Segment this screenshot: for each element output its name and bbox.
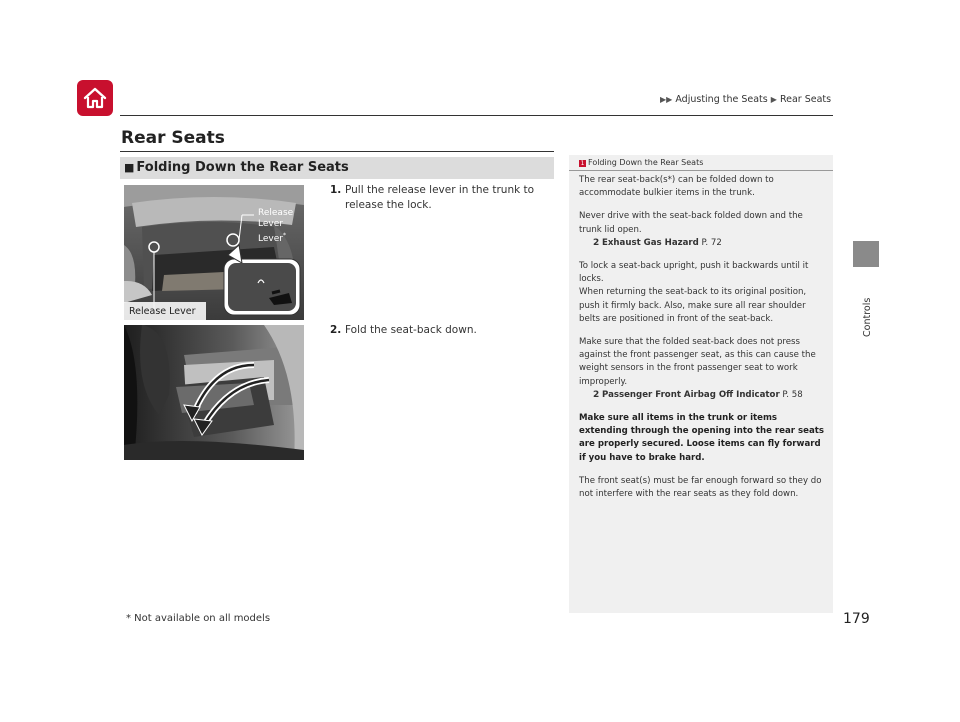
release-lever-callout-left: Release Lever xyxy=(129,306,196,317)
step-number: 1. xyxy=(330,184,342,196)
step-number: 2. xyxy=(330,324,342,336)
chapter-tab-label: Controls xyxy=(862,297,873,337)
note-icon: 1 xyxy=(580,160,585,167)
note-paragraph: The rear seat-back(s*) can be folded down to accommodate bulkier items in the trunk. xyxy=(579,175,774,199)
section-heading: ■ Folding Down the Rear Seats xyxy=(124,160,349,175)
note-paragraph: To lock a seat-back upright, push it backwards until it locks. When returning the seat-back to its original position, push it firmly back. Also, make sure all rear shoulder belts are positioned in front of the seat-back. xyxy=(579,261,809,324)
square-bullet-icon: ■ xyxy=(124,161,135,174)
header-divider xyxy=(120,115,833,116)
trunk-photo xyxy=(124,185,304,320)
notes-title: 1 Folding Down the Rear Seats xyxy=(580,158,704,167)
notes-body xyxy=(579,174,827,511)
breadcrumb xyxy=(660,94,831,105)
cross-reference-airbag-indicator[interactable]: 2 Passenger Front Airbag Off Indicator P. 58 xyxy=(593,389,803,400)
fold-seat-back-illustration xyxy=(124,325,304,460)
page-number: 179 xyxy=(843,611,870,627)
step-1 xyxy=(330,183,554,213)
home-icon xyxy=(82,86,108,110)
title-divider xyxy=(120,151,554,152)
step-2 xyxy=(330,323,554,338)
cross-reference-exhaust-gas[interactable]: 2 Exhaust Gas Hazard P. 72 xyxy=(593,237,722,248)
home-button[interactable] xyxy=(77,80,113,116)
breadcrumb-arrow-icon: ▶▶ xyxy=(660,95,673,104)
note-paragraph: Make sure that the folded seat-back does not press against the front passenger seat, as this can cause the weight sensors in the front passenger seat to work improperly. 2 Passenger Front Airbag Off Indicator P. 58 xyxy=(579,336,827,402)
note-paragraph: Never drive with the seat-back folded down and the trunk lid open. 2 Exhaust Gas Hazard P. 72 xyxy=(579,210,827,250)
trunk-release-lever-illustration xyxy=(124,185,304,320)
warning-text: Make sure all items in the trunk or items extending through the opening into the rear seats are properly secured. Loose items can fly forward if you have to brake hard. xyxy=(579,413,824,463)
page-title: Rear Seats xyxy=(121,128,225,148)
step-text: Pull the release lever in the trunk to release the lock. xyxy=(345,184,535,211)
note-paragraph: The front seat(s) must be far enough forward so they do not interfere with the rear seats as they fold down. xyxy=(579,475,822,500)
release-lever-callout-right: Release Lever Lever* xyxy=(258,208,294,244)
reference-arrow-icon: 2 xyxy=(593,237,600,248)
reference-arrow-icon: 2 xyxy=(593,389,600,400)
footnote: * Not available on all models xyxy=(126,613,271,624)
step-text: Fold the seat-back down. xyxy=(345,324,477,336)
chapter-tab-marker[interactable] xyxy=(853,241,879,267)
breadcrumb-item-rear-seats[interactable]: Rear Seats xyxy=(779,94,832,105)
breadcrumb-item-adjusting-seats[interactable]: Adjusting the Seats xyxy=(675,94,768,105)
breadcrumb-arrow-icon: ▶ xyxy=(770,95,777,104)
notes-divider xyxy=(569,170,833,171)
seat-fold-photo xyxy=(124,325,304,460)
